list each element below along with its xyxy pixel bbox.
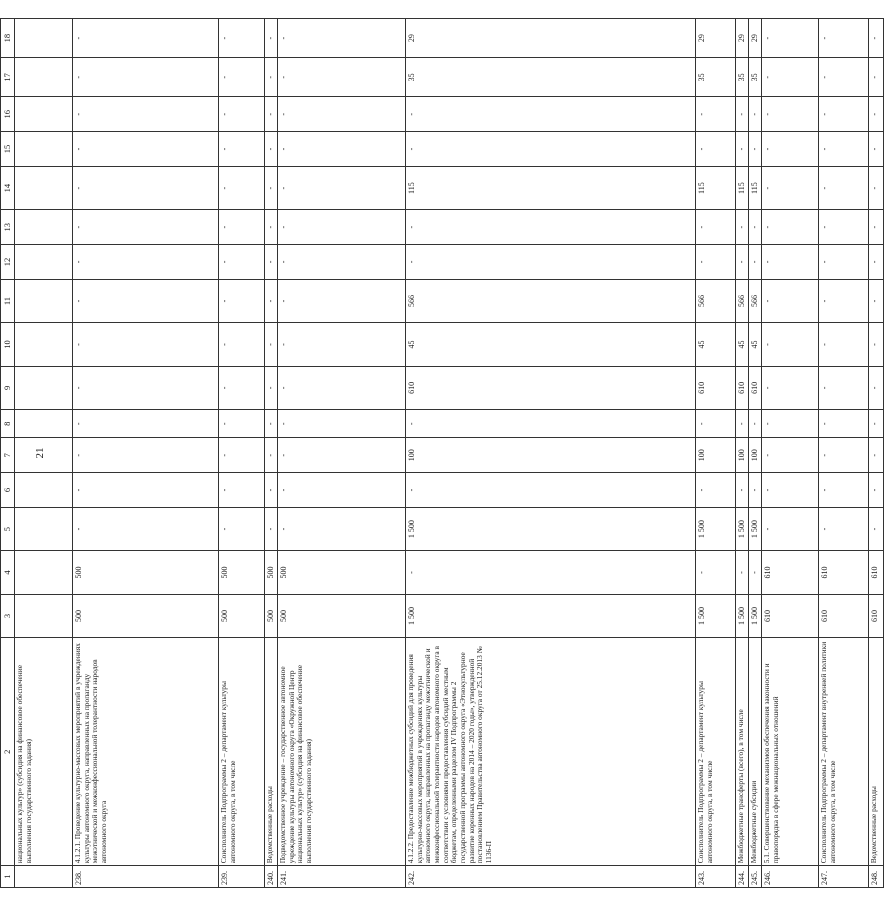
value-cell bbox=[15, 366, 73, 409]
value-cell: - bbox=[736, 551, 749, 594]
value-cell: - bbox=[73, 279, 219, 322]
value-cell: - bbox=[406, 245, 696, 280]
value-cell: - bbox=[819, 210, 869, 245]
value-cell bbox=[15, 473, 73, 508]
value-cell: - bbox=[736, 210, 749, 245]
value-cell: 100 bbox=[749, 438, 762, 473]
value-cell: - bbox=[73, 19, 219, 58]
value-cell: - bbox=[749, 132, 762, 167]
row-number-cell: 238. bbox=[73, 866, 219, 888]
value-cell: - bbox=[819, 19, 869, 58]
row-number-cell bbox=[15, 866, 73, 888]
column-header: 11 bbox=[1, 279, 15, 322]
value-cell: - bbox=[265, 166, 278, 209]
row-number-cell: 244. bbox=[736, 866, 749, 888]
value-cell: - bbox=[869, 19, 884, 58]
value-cell: - bbox=[762, 279, 819, 322]
value-cell: - bbox=[762, 19, 819, 58]
value-cell: 610 bbox=[762, 594, 819, 637]
value-cell: 500 bbox=[278, 551, 406, 594]
description-cell: Соисполнитель Подпрограммы 2 – департамент внутренней политики автономного округа, в том числе bbox=[819, 638, 869, 866]
value-cell: - bbox=[265, 279, 278, 322]
value-cell: - bbox=[73, 58, 219, 97]
value-cell: 1 500 bbox=[749, 507, 762, 550]
value-cell bbox=[15, 97, 73, 132]
value-cell: - bbox=[869, 97, 884, 132]
table-row bbox=[15, 19, 73, 888]
value-cell: - bbox=[749, 410, 762, 438]
value-cell: - bbox=[265, 245, 278, 280]
table-row bbox=[762, 19, 819, 888]
value-cell: - bbox=[869, 132, 884, 167]
description-cell: Соисполнитель Подпрограммы 2 – департамент культуры автономного округа, в том числе bbox=[696, 638, 736, 866]
description-cell: 5.1. Совершенствование механизмов обеспечения законности и правопорядка в сфере межнациональных отношений bbox=[762, 638, 819, 866]
row-number-cell: 245. bbox=[749, 866, 762, 888]
column-header: 12 bbox=[1, 245, 15, 280]
value-cell: - bbox=[278, 438, 406, 473]
value-cell: - bbox=[73, 166, 219, 209]
value-cell: - bbox=[819, 323, 869, 366]
value-cell: - bbox=[265, 438, 278, 473]
value-cell: 1 500 bbox=[406, 594, 696, 637]
value-cell: - bbox=[869, 279, 884, 322]
value-cell: 1 500 bbox=[696, 507, 736, 550]
value-cell: - bbox=[696, 97, 736, 132]
value-cell: - bbox=[762, 58, 819, 97]
column-header: 5 bbox=[1, 507, 15, 550]
value-cell: - bbox=[278, 323, 406, 366]
value-cell: 100 bbox=[406, 438, 696, 473]
table-body bbox=[15, 19, 884, 888]
value-cell: - bbox=[869, 366, 884, 409]
value-cell: 45 bbox=[736, 323, 749, 366]
value-cell: 500 bbox=[265, 594, 278, 637]
value-cell: - bbox=[762, 473, 819, 508]
value-cell: - bbox=[869, 166, 884, 209]
row-number-cell: 239. bbox=[219, 866, 265, 888]
table-row bbox=[749, 19, 762, 888]
value-cell: - bbox=[819, 410, 869, 438]
value-cell: 500 bbox=[278, 594, 406, 637]
column-header: 2 bbox=[1, 638, 15, 866]
value-cell: - bbox=[749, 210, 762, 245]
description-cell: Межбюджетные субсидии bbox=[749, 638, 762, 866]
value-cell: 29 bbox=[696, 19, 736, 58]
value-cell: - bbox=[762, 210, 819, 245]
row-number-cell: 246. bbox=[762, 866, 819, 888]
value-cell: - bbox=[278, 166, 406, 209]
column-header: 9 bbox=[1, 366, 15, 409]
value-cell bbox=[15, 166, 73, 209]
value-cell bbox=[15, 279, 73, 322]
value-cell: - bbox=[696, 132, 736, 167]
column-header: 15 bbox=[1, 132, 15, 167]
value-cell: - bbox=[73, 473, 219, 508]
value-cell: 100 bbox=[696, 438, 736, 473]
value-cell: 500 bbox=[73, 551, 219, 594]
value-cell: - bbox=[819, 438, 869, 473]
value-cell bbox=[15, 551, 73, 594]
value-cell: - bbox=[762, 438, 819, 473]
column-header: 3 bbox=[1, 594, 15, 637]
value-cell bbox=[15, 323, 73, 366]
table-row bbox=[736, 19, 749, 888]
value-cell: - bbox=[736, 473, 749, 508]
table-row bbox=[73, 19, 219, 888]
value-cell: - bbox=[819, 473, 869, 508]
description-cell: Подведомственное учреждение – государственное автономное учреждение культуры автономного округа «Окружной Центр национальных культур» (субсидия на финансовое обеспечение выполнения государственного задания) bbox=[278, 638, 406, 866]
value-cell: 566 bbox=[749, 279, 762, 322]
value-cell: - bbox=[219, 132, 265, 167]
table-row bbox=[278, 19, 406, 888]
column-header: 6 bbox=[1, 473, 15, 508]
value-cell bbox=[15, 507, 73, 550]
row-number-cell: 247. bbox=[819, 866, 869, 888]
header-row bbox=[1, 19, 15, 888]
value-cell: - bbox=[406, 132, 696, 167]
value-cell: - bbox=[278, 210, 406, 245]
value-cell: 610 bbox=[819, 594, 869, 637]
value-cell: - bbox=[869, 245, 884, 280]
value-cell: - bbox=[73, 210, 219, 245]
value-cell: - bbox=[696, 245, 736, 280]
value-cell: - bbox=[762, 166, 819, 209]
value-cell: 1 500 bbox=[406, 507, 696, 550]
row-number-cell: 243. bbox=[696, 866, 736, 888]
value-cell: 35 bbox=[749, 58, 762, 97]
value-cell: - bbox=[219, 210, 265, 245]
value-cell: - bbox=[869, 410, 884, 438]
value-cell: 45 bbox=[406, 323, 696, 366]
value-cell: - bbox=[265, 507, 278, 550]
value-cell: 35 bbox=[406, 58, 696, 97]
column-header: 17 bbox=[1, 58, 15, 97]
table-row bbox=[219, 19, 265, 888]
value-cell: - bbox=[819, 58, 869, 97]
value-cell: 566 bbox=[696, 279, 736, 322]
value-cell: - bbox=[219, 366, 265, 409]
value-cell: - bbox=[819, 97, 869, 132]
description-cell: Ведомственные расходы bbox=[869, 638, 884, 866]
value-cell: - bbox=[406, 210, 696, 245]
row-number-cell: 248. bbox=[869, 866, 884, 888]
value-cell: - bbox=[219, 410, 265, 438]
value-cell: - bbox=[406, 410, 696, 438]
description-cell: Межбюджетные трансферты (всего), в том числе bbox=[736, 638, 749, 866]
value-cell: - bbox=[219, 323, 265, 366]
value-cell: 115 bbox=[749, 166, 762, 209]
column-header: 1 bbox=[1, 866, 15, 888]
value-cell: 29 bbox=[736, 19, 749, 58]
value-cell bbox=[15, 245, 73, 280]
value-cell bbox=[15, 410, 73, 438]
value-cell bbox=[15, 210, 73, 245]
value-cell: - bbox=[265, 58, 278, 97]
column-header: 7 bbox=[1, 438, 15, 473]
value-cell: - bbox=[278, 132, 406, 167]
value-cell: - bbox=[762, 245, 819, 280]
value-cell: - bbox=[869, 58, 884, 97]
value-cell: - bbox=[278, 410, 406, 438]
value-cell: - bbox=[869, 323, 884, 366]
value-cell: 45 bbox=[696, 323, 736, 366]
value-cell: - bbox=[73, 366, 219, 409]
value-cell: - bbox=[219, 438, 265, 473]
value-cell: - bbox=[265, 473, 278, 508]
value-cell: - bbox=[278, 58, 406, 97]
column-header: 10 bbox=[1, 323, 15, 366]
value-cell: 115 bbox=[736, 166, 749, 209]
budget-table bbox=[0, 18, 884, 888]
value-cell: - bbox=[762, 323, 819, 366]
value-cell: - bbox=[278, 279, 406, 322]
value-cell: 1 500 bbox=[736, 594, 749, 637]
value-cell: 610 bbox=[869, 551, 884, 594]
value-cell: - bbox=[265, 366, 278, 409]
value-cell: 500 bbox=[219, 551, 265, 594]
table-row bbox=[696, 19, 736, 888]
value-cell: - bbox=[219, 166, 265, 209]
value-cell: - bbox=[406, 473, 696, 508]
column-header: 13 bbox=[1, 210, 15, 245]
value-cell: - bbox=[278, 366, 406, 409]
value-cell: - bbox=[406, 551, 696, 594]
value-cell: - bbox=[819, 166, 869, 209]
value-cell: - bbox=[219, 245, 265, 280]
value-cell: 29 bbox=[749, 19, 762, 58]
value-cell: 1 500 bbox=[749, 594, 762, 637]
row-number-cell: 242. bbox=[406, 866, 696, 888]
value-cell: - bbox=[762, 366, 819, 409]
value-cell: 100 bbox=[736, 438, 749, 473]
value-cell: - bbox=[219, 473, 265, 508]
value-cell: - bbox=[819, 507, 869, 550]
description-cell: 4.1.2.2. Предоставление межбюджетных субсидий для проведения культурно-массовых мероприятий в учреждениях культуры автономного округа, направленных на пропаганду межэтнической и межконфессиональной толерантности народов автономного округа в соответствии с условиями предоставления субсидий местным бюджетам, определенными разделом IV Подпрограммы 2 государственной программы автономного округа «Этнокультурное развитие коренных народов на 2014 – 2020 годы», утвержденной постановлением Правительства автономного округа от 25.12.2013 № 1136-П bbox=[406, 638, 696, 866]
column-header: 4 bbox=[1, 551, 15, 594]
description-cell: национальных культур» (субсидия на финансовое обеспечение выполнения государственного задания) bbox=[15, 638, 73, 866]
description-cell: Ведомственные расходы bbox=[265, 638, 278, 866]
value-cell: 29 bbox=[406, 19, 696, 58]
value-cell: 500 bbox=[265, 551, 278, 594]
value-cell: - bbox=[278, 97, 406, 132]
value-cell: - bbox=[749, 97, 762, 132]
value-cell: 610 bbox=[696, 366, 736, 409]
value-cell: - bbox=[869, 473, 884, 508]
value-cell: - bbox=[749, 551, 762, 594]
value-cell: 45 bbox=[749, 323, 762, 366]
value-cell: 610 bbox=[869, 594, 884, 637]
value-cell: - bbox=[265, 323, 278, 366]
value-cell: - bbox=[406, 97, 696, 132]
value-cell: - bbox=[819, 366, 869, 409]
value-cell: 35 bbox=[696, 58, 736, 97]
value-cell: - bbox=[265, 132, 278, 167]
table-row bbox=[819, 19, 869, 888]
value-cell: - bbox=[73, 132, 219, 167]
value-cell: 115 bbox=[406, 166, 696, 209]
value-cell: - bbox=[736, 97, 749, 132]
value-cell: - bbox=[696, 410, 736, 438]
value-cell: 566 bbox=[736, 279, 749, 322]
value-cell: - bbox=[736, 132, 749, 167]
value-cell bbox=[15, 132, 73, 167]
value-cell: - bbox=[265, 410, 278, 438]
value-cell: 610 bbox=[762, 551, 819, 594]
value-cell: - bbox=[749, 245, 762, 280]
value-cell: - bbox=[219, 507, 265, 550]
value-cell: - bbox=[819, 132, 869, 167]
value-cell: - bbox=[749, 473, 762, 508]
value-cell: - bbox=[219, 279, 265, 322]
table-row bbox=[869, 19, 884, 888]
value-cell: 500 bbox=[73, 594, 219, 637]
value-cell: - bbox=[819, 245, 869, 280]
value-cell: - bbox=[869, 210, 884, 245]
value-cell: - bbox=[762, 507, 819, 550]
value-cell bbox=[15, 58, 73, 97]
value-cell: - bbox=[278, 19, 406, 58]
row-number-cell: 241. bbox=[278, 866, 406, 888]
value-cell: - bbox=[736, 410, 749, 438]
value-cell: - bbox=[265, 19, 278, 58]
value-cell: 35 bbox=[736, 58, 749, 97]
value-cell: - bbox=[73, 245, 219, 280]
column-header: 18 bbox=[1, 19, 15, 58]
description-cell: Соисполнитель Подпрограммы 2 – департамент культуры автономного округа, в том числе bbox=[219, 638, 265, 866]
value-cell: - bbox=[762, 410, 819, 438]
value-cell: - bbox=[696, 551, 736, 594]
value-cell: - bbox=[696, 210, 736, 245]
value-cell: 115 bbox=[696, 166, 736, 209]
value-cell bbox=[15, 438, 73, 473]
value-cell: - bbox=[869, 438, 884, 473]
value-cell: 610 bbox=[819, 551, 869, 594]
value-cell: - bbox=[762, 132, 819, 167]
value-cell: 500 bbox=[219, 594, 265, 637]
value-cell: 610 bbox=[736, 366, 749, 409]
value-cell: - bbox=[73, 323, 219, 366]
value-cell: - bbox=[73, 97, 219, 132]
rotated-table-stage bbox=[0, 18, 879, 888]
column-header: 14 bbox=[1, 166, 15, 209]
value-cell: - bbox=[219, 58, 265, 97]
value-cell: 1 500 bbox=[696, 594, 736, 637]
value-cell: - bbox=[219, 97, 265, 132]
value-cell: 1 500 bbox=[736, 507, 749, 550]
value-cell bbox=[15, 594, 73, 637]
value-cell: - bbox=[696, 473, 736, 508]
row-number-cell: 240. bbox=[265, 866, 278, 888]
description-cell: 4.1.2.1. Проведение культурно-массовых мероприятий в учреждениях культуры автономного округа, направленных на пропаганду межэтнической и межконфессиональной толерантности народов автономного округа bbox=[73, 638, 219, 866]
value-cell: - bbox=[73, 438, 219, 473]
value-cell: - bbox=[819, 279, 869, 322]
value-cell: - bbox=[278, 473, 406, 508]
page-number: 21 bbox=[34, 447, 46, 459]
value-cell: - bbox=[278, 245, 406, 280]
value-cell: - bbox=[265, 210, 278, 245]
value-cell: - bbox=[278, 507, 406, 550]
value-cell: - bbox=[265, 97, 278, 132]
table-row bbox=[265, 19, 278, 888]
value-cell: - bbox=[219, 19, 265, 58]
column-header: 8 bbox=[1, 410, 15, 438]
table-row bbox=[406, 19, 696, 888]
value-cell: - bbox=[869, 507, 884, 550]
column-header: 16 bbox=[1, 97, 15, 132]
value-cell: 566 bbox=[406, 279, 696, 322]
value-cell: - bbox=[736, 245, 749, 280]
value-cell: 610 bbox=[406, 366, 696, 409]
value-cell: - bbox=[73, 410, 219, 438]
value-cell: 610 bbox=[749, 366, 762, 409]
value-cell: - bbox=[73, 507, 219, 550]
value-cell: - bbox=[762, 97, 819, 132]
value-cell bbox=[15, 19, 73, 58]
